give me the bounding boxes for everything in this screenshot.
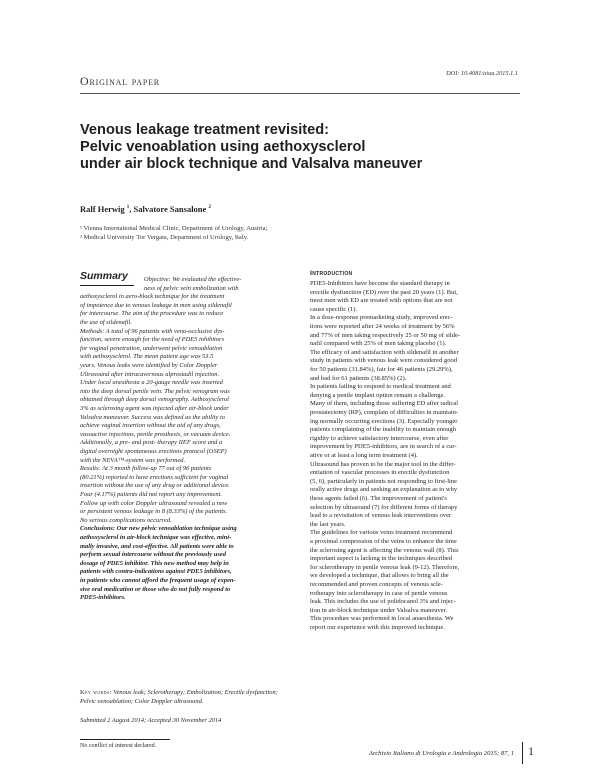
affiliation: ¹ Vienna International Medical Clinic, Department of Urology, Austria;: [80, 225, 268, 232]
introduction-line: the last years.: [310, 520, 346, 528]
introduction-line: we developed a technique, that allows to bring all the: [310, 572, 449, 580]
summary-line: Objective: We evaluated the effective-: [144, 276, 242, 283]
article-title: [80, 122, 480, 173]
introduction-line: This procedure was performed in local anaesthesia. We: [310, 615, 454, 623]
summary-line: the use of sildenafil.: [80, 319, 132, 326]
introduction-line: In patients failing to respond to medical treatment and: [310, 383, 451, 391]
summary-line: function, severe enough for the need of PDE5 inhibitors: [80, 336, 225, 344]
introduction-line: prostatectomy (RP), complain of difficulties in maintain-: [310, 409, 459, 416]
summary-line: with the NEVA™-system was performed.: [80, 456, 186, 464]
introduction-line: study in patients with venous leak were considered good: [310, 357, 457, 365]
introduction-line: the sclerosing agent is affecting the venous wall (8). This: [310, 546, 459, 554]
affiliation: ² Medical University Tor Vergata, Department of Urology, Italy.: [80, 234, 249, 241]
summary-line: Results: At 3 month follow-up 77 out of 96 patients: [80, 465, 212, 473]
introduction-line: these agents failed (6). The improvement of patient's: [310, 495, 447, 502]
summary-line: or persistent venous leakage in 8 (8.33%) of the patients.: [80, 508, 228, 516]
introduction-line: Many of them, including those suffering ED after radical: [310, 400, 459, 408]
introduction-line: a proximal compression of the veins to enhance the time: [310, 538, 457, 545]
summary-line: mally invasive, and cost-effective. All patients were able to: [80, 542, 234, 550]
introduction-line: ative or at least a long term treatment (4).: [310, 452, 418, 459]
doi: [446, 70, 518, 77]
footnote: No conflict of interest declared.: [80, 743, 157, 749]
introduction-line: Ultrasound has proven to be the major tool in the differ-: [310, 460, 456, 468]
summary-line: years. Venous leaks were identified by Color Doppler: [80, 362, 218, 369]
introduction-line: report our experience with this improved technique.: [310, 624, 445, 631]
summary-line: obtained through deep dorsal venography. Aethoxysclerol: [80, 396, 229, 404]
author-affil-mark: 1: [126, 205, 130, 211]
author-separator: ,: [129, 204, 132, 214]
introduction-line: important aspect is lacking in the techniques described: [310, 555, 453, 563]
summary-line: patients with contra-indications against PDE5 inhibitors,: [80, 568, 232, 576]
introduction-line: denying a penile implant option remain a challenge.: [310, 391, 446, 399]
introduction-line: and 77% of men taking respectively 25 or 50 mg of silde-: [310, 331, 461, 339]
introduction-line: rigidity to achieve satisfactory intercourse, even after: [310, 434, 449, 442]
keywords-text: Venous leak; Sclerotherapy; Embolization; Erectile dysfunction; Pelvic venoablation; Color Doppler ultrasound.: [80, 689, 278, 705]
summary-line: dosage of PDE5 inhibitor. This new method may help in: [80, 559, 229, 567]
affiliations: [80, 224, 267, 242]
summary-line: Ultrasound after intracavernous alprostadil injection.: [80, 370, 220, 378]
introduction-heading: Introduction: [310, 270, 353, 277]
author-name: Ralf Herwig: [80, 204, 125, 214]
authors: [80, 204, 211, 214]
summary-line: insertion without the use of any drug or additional device.: [80, 482, 230, 490]
title-line: under air block technique and Valsalva maneuver: [80, 156, 423, 172]
summary-line: ness of pelvic vein embolization with: [144, 284, 239, 292]
title-line: Pelvic venoablation using aethoxysclerol: [80, 139, 366, 155]
summary-line: for vaginal penetration, underwent pelvic venoablation: [80, 344, 223, 352]
summary-line: perform sexual intercourse without the previously used: [80, 551, 226, 559]
introduction-line: erectile dysfunction (ED) over the past 20 years (1). But,: [310, 288, 458, 296]
introduction-line: recommended and proven concepts of venous scle-: [310, 581, 443, 588]
introduction-line: In a dose-response premarketing study, improved erec-: [310, 314, 453, 322]
section-label: Original paper: [80, 74, 160, 88]
summary-line: vasoactive injections, penile prosthesis, or vacuum device.: [80, 430, 231, 438]
doi-label: DOI:: [446, 70, 460, 77]
introduction-line: The guidelines for various veins treatment recommend: [310, 529, 453, 537]
summary-underline: [80, 285, 134, 286]
introduction-line: nafil compared with 25% of men taking placebo (1).: [310, 340, 447, 348]
introduction-line: selection by ultrasound (7) for different forms of therapy: [310, 503, 458, 511]
summary-line: Conclusions: Our new pelvic venoablation technique using: [80, 525, 237, 533]
summary-line: into the deep dorsal penile vein. The pelvic venogram was: [80, 387, 230, 395]
summary-line: Methods: A total of 96 patients with veno-occlusive dys-: [80, 327, 225, 335]
summary-line: of impotence due to venous leakage in men using sildenafil: [80, 301, 232, 309]
introduction-line: orally active drugs and seeking an explanation as to why: [310, 486, 458, 494]
summary-line: Follow up with color Doppler ultrasound revealed a new: [80, 499, 228, 507]
introduction-line: entiation of vascular processes in erectile dysfunction: [310, 469, 450, 477]
introduction-line: leak. This includes the use of polidocanol 3% and injec-: [310, 598, 456, 606]
summary-line: aethoxysclerol in air-block technique was effective, mini-: [80, 534, 232, 541]
header-divider: [80, 93, 520, 94]
summary-line: with aethoxysclerol. The mean patient age was 53.5: [80, 353, 214, 361]
summary-line: Four (4.17%) patients did not report any improvement.: [80, 491, 223, 498]
introduction-line: cause specific (1).: [310, 305, 358, 313]
introduction-line: tions were reported after 24 weeks of treatment by 56%: [310, 323, 455, 330]
summary-line: 3% as sclerosing agent was injected after air-block under: [80, 405, 229, 412]
page-number-divider: [522, 742, 523, 764]
title-line: Venous leakage treatment revisited:: [80, 122, 330, 138]
introduction-line: (5, 6), particularly in patients not responding to first-line: [310, 477, 457, 485]
summary-line: in patients who cannot afford the frequent usage of expen-: [80, 577, 236, 584]
introduction-line: The efficacy of and satisfaction with sildenafil in another: [310, 348, 459, 356]
summary-line: Additionally, a pre- and post- therapy IIEF score and a: [80, 439, 223, 447]
introduction-line: tion in air-block technique under Valsalva maneuver.: [310, 606, 448, 614]
summary-line: (80.21%) reported to have erections sufficient for vaginal: [80, 473, 229, 481]
doi-value[interactable]: 10.4081/aiua.2015.1.1: [460, 70, 518, 77]
summary-line: No serious complications occurred.: [80, 516, 172, 524]
summary-line: aethoxysclerol in aero-block technique for the treatment: [80, 293, 225, 301]
introduction-line: patients complaining of the inability to maintain enough: [310, 426, 457, 434]
summary-line: for intercourse. The aim of the procedure was to reduce: [80, 310, 224, 318]
summary-line: PDE5-inhibitors.: [80, 594, 126, 602]
summary-line: Under local anesthesia a 20-gauge needle was inserted: [80, 379, 223, 387]
introduction-line: improvement by PDE5-inhibitors, are in search of a cur-: [310, 443, 457, 451]
introduction-line: and bad for 61 patients (38.85%) (2).: [310, 374, 407, 382]
keywords: [80, 689, 290, 706]
summary-line: Valsalva maneuver. Success was defined as the ability to: [80, 413, 225, 421]
page-number: 1: [528, 744, 534, 758]
journal-citation: Archivio Italiano di Urologia e Andrologia 2015; 87, 1: [368, 750, 514, 757]
summary-heading: Summary: [80, 270, 128, 282]
introduction-line: PDE5-Inhibitors have become the standard therapy in: [310, 280, 450, 287]
author-name: Salvatore Sansalone: [133, 204, 207, 214]
summary-line: sive oral medication or those who do not fully respond to: [80, 585, 231, 593]
footnote-divider: [80, 739, 170, 740]
keywords-label: Key words:: [80, 689, 112, 696]
introduction-line: lead to a revisitation of venous leak interventions over: [310, 512, 452, 520]
submission-dates: Submitted 2 August 2014; Accepted 30 November 2014: [80, 717, 222, 724]
introduction-line: rotherapy into sclerotherapy in case of penile venous: [310, 589, 448, 597]
summary-line: achieve vaginal insertion without the aid of any drugs,: [80, 422, 221, 430]
introduction-line: for sclerotherapy in penile venous leak (9-12). Therefore,: [310, 563, 460, 571]
introduction-line: ing normally occurring erections (3). Especially younger: [310, 417, 458, 425]
introduction-line: most men with ED are treated with options that are not: [310, 297, 453, 305]
author-affil-mark: 2: [208, 205, 211, 211]
introduction-line: for 50 patients (31.84%), fair for 46 patients (29.29%),: [310, 366, 453, 373]
summary-line: digital overnight spontaneous erections protocol (OSEP): [80, 448, 227, 455]
